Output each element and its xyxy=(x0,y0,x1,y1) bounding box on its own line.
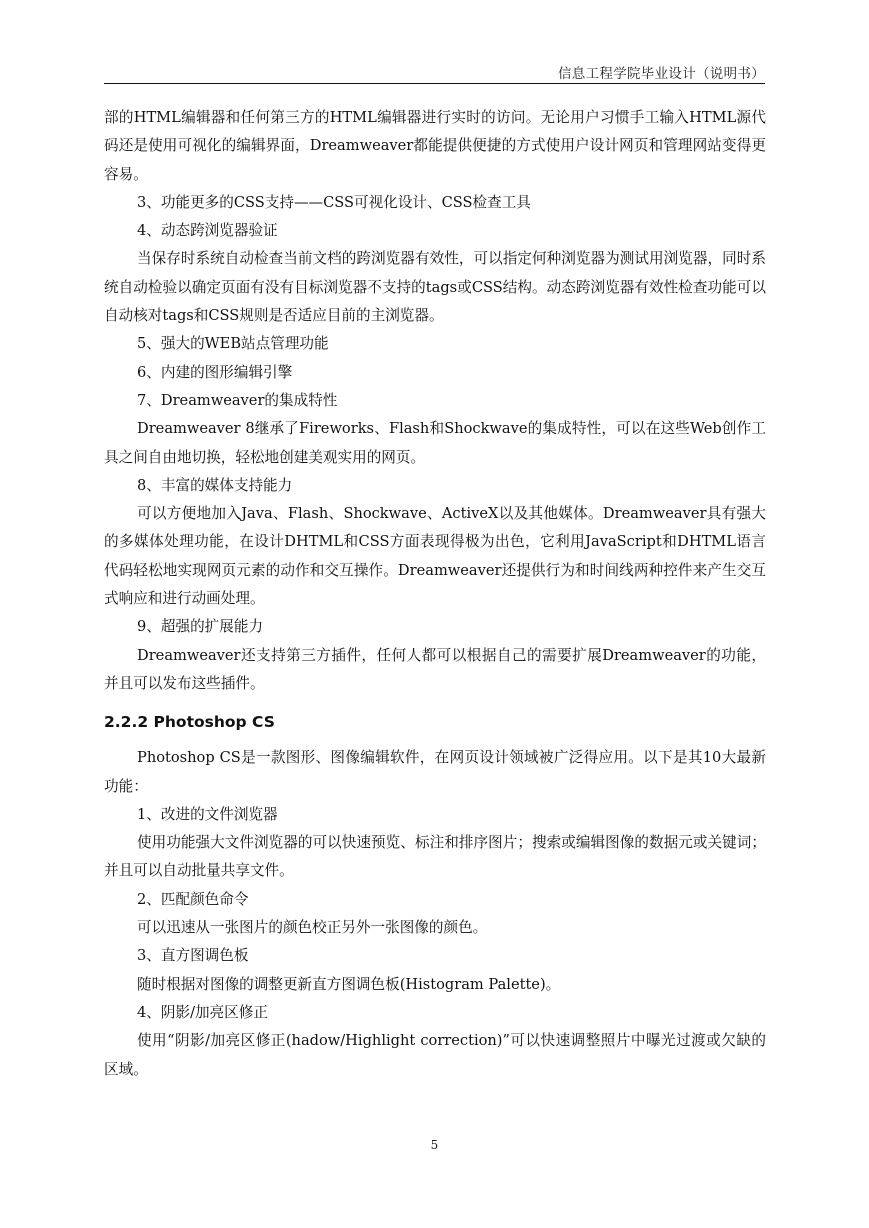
list-item-shadow-highlight: 4、阴影/加亮区修正 xyxy=(137,1003,268,1021)
paragraph-integration: Dreamweaver 8继承了Fireworks、Flash和Shockwave的集成特性，可以在这些Web创作工具之间自由地切换，轻松地创建美观实用的网页。 xyxy=(104,420,766,466)
list-item-media-support: 8、丰富的媒体支持能力 xyxy=(137,476,293,494)
paragraph-cross-browser: 当保存时系统自动检查当前文档的跨浏览器有效性，可以指定何种浏览器为测试用浏览器，同时系统自动检验以确定页面有没有目标浏览器不支持的tags或CSS结构。动态跨浏览器有效性检查功能可以自动核对tags和CSS规则是否适应目前的主浏览器。 xyxy=(104,250,766,325)
header-divider xyxy=(104,83,765,84)
paragraph-match-color: 可以迅速从一张图片的颜色校正另外一张图像的颜色。 xyxy=(137,919,488,937)
header-title: 信息工程学院毕业设计（说明书） xyxy=(558,66,765,82)
paragraph-media-support: 可以方便地加入Java、Flash、Shockwave、ActiveX以及其他媒体。Dreamweaver具有强大的多媒体处理功能，在设计DHTML和CSS方面表现得极为出色，它利用JavaScript和DHTML语言代码轻松地实现网页元素的动作和交互操作。Dreamweaver还提供行为和时间线两种控件来产生交互式响应和进行动画处理。 xyxy=(104,505,766,608)
list-item-match-color: 2、匹配颜色命令 xyxy=(137,890,249,908)
paragraph-extensibility: Dreamweaver还支持第三方插件，任何人都可以根据自己的需要扩展Dreamweaver的功能，并且可以发布这些插件。 xyxy=(104,646,766,692)
page-header xyxy=(104,62,765,82)
list-item-cross-browser: 4、动态跨浏览器验证 xyxy=(137,222,278,240)
heading-spacer xyxy=(104,736,766,744)
paragraph-shadow-highlight: 使用“阴影/加亮区修正(hadow/Highlight correction)”可以快速调整照片中曝光过渡或欠缺的区域。 xyxy=(104,1032,766,1078)
paragraph-histogram: 随时根据对图像的调整更新直方图调色板(Histogram Palette)。 xyxy=(137,975,561,993)
list-item-extensibility: 9、超强的扩展能力 xyxy=(137,618,264,636)
list-item-file-browser: 1、改进的文件浏览器 xyxy=(137,805,278,823)
list-item-integration: 7、Dreamweaver的集成特性 xyxy=(137,391,338,409)
page-number: 5 xyxy=(430,1138,439,1152)
list-item-site-management: 5、强大的WEB站点管理功能 xyxy=(137,335,329,353)
paragraph-file-browser: 使用功能强大文件浏览器的可以快速预览、标注和排序图片；搜索或编辑图像的数据元或关键词；并且可以自动批量共享文件。 xyxy=(104,834,766,880)
paragraph-html-editor: 部的HTML编辑器和任何第三方的HTML编辑器进行实时的访问。无论用户习惯手工输入HTML源代码还是使用可视化的编辑界面，Dreamweaver都能提供便捷的方式使用户设计网页和管理网站变得更容易。 xyxy=(104,109,766,183)
section-heading: 2.2.2 Photoshop CS xyxy=(104,713,275,732)
list-item-histogram: 3、直方图调色板 xyxy=(137,947,249,965)
paragraph-photoshop-intro: Photoshop CS是一款图形、图像编辑软件，在网页设计领域被广泛得应用。以下是其10大最新功能： xyxy=(104,749,766,795)
list-item-css-support: 3、功能更多的CSS支持——CSS可视化设计、CSS检查工具 xyxy=(137,193,531,211)
document-body xyxy=(104,104,766,1084)
list-item-graphics-engine: 6、内建的图形编辑引擎 xyxy=(137,363,293,381)
